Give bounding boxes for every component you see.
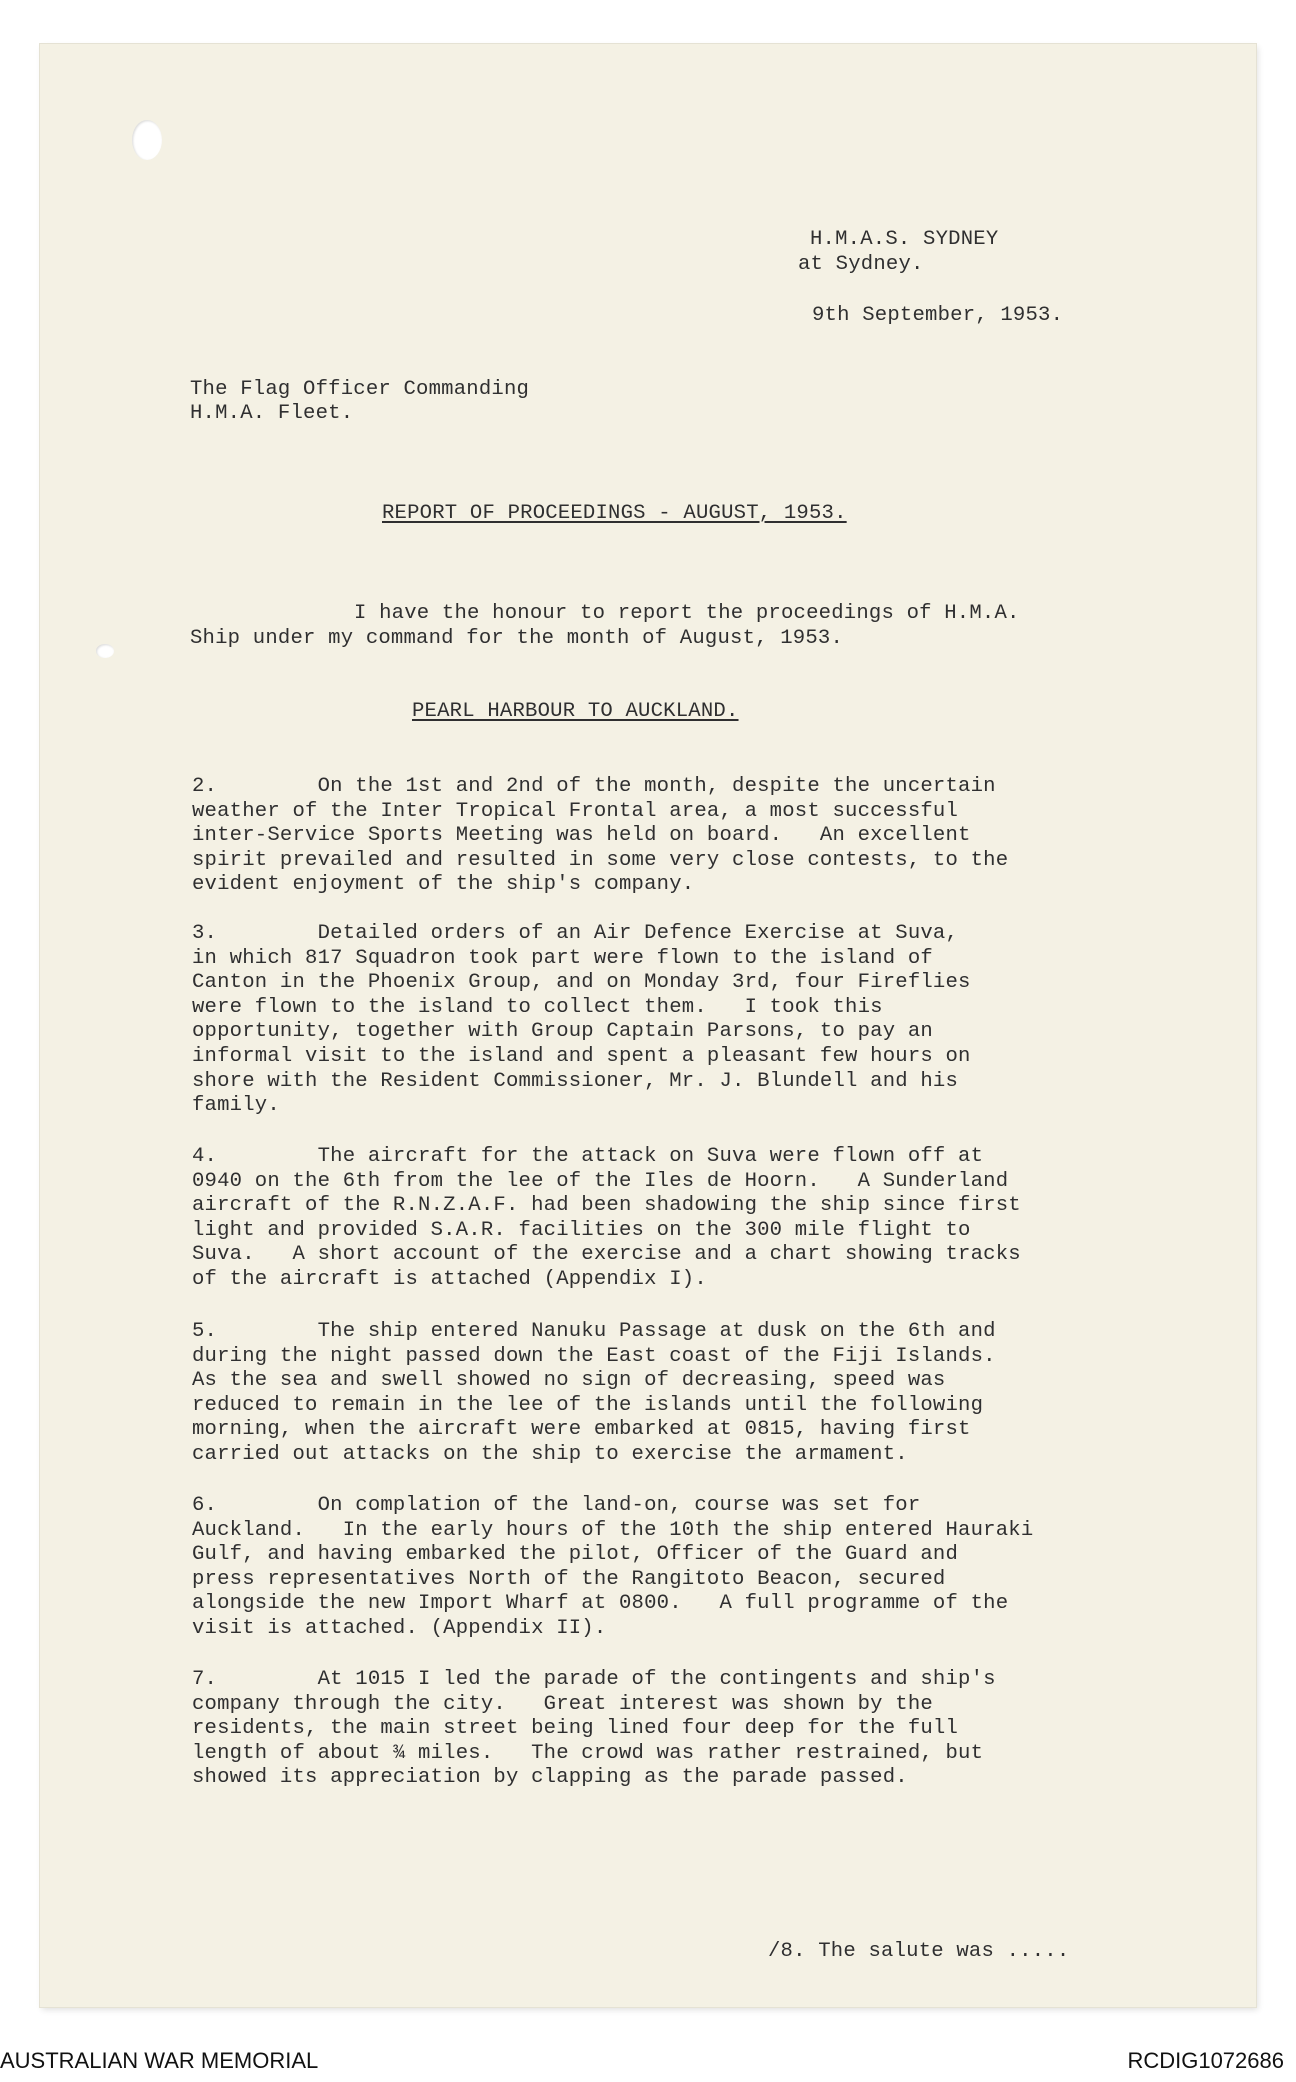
paragraph-6: 6. On complation of the land-on, course was set for Auckland. In the early hours of the 10th the ship entered Hauraki Gulf, and having embarked the pilot, Officer of the Guard and press representatives North of the Rangitoto Beacon, secured alongside the new Import Wharf at 0800. A full programme of the visit is attached. (Appendix II).: [192, 1494, 1034, 1640]
paragraph-7: 7. At 1015 I led the parade of the contingents and ship's company through the city. Great interest was shown by the residents, the main street being lined four deep for the full length of about ¾ miles. The crowd was rather restrained, but showed its appreciation by clapping as the parade passed.: [192, 1668, 996, 1790]
section-heading: PEARL HARBOUR TO AUCKLAND.: [412, 700, 739, 723]
ship-name: H.M.A.S. SYDNEY: [810, 228, 999, 251]
report-title: REPORT OF PROCEEDINGS - AUGUST, 1953.: [382, 502, 847, 525]
paragraph-5: 5. The ship entered Nanuku Passage at dusk on the 6th and during the night passed down the East coast of the Fiji Islands. As the sea and swell showed no sign of decreasing, speed was reduced to remain in the lee of the islands until the following morning, when the aircraft were embarked at 0815, having first carried out attacks on the ship to exercise the armament.: [192, 1320, 996, 1466]
paragraph-3: 3. Detailed orders of an Air Defence Exercise at Suva, in which 817 Squadron took part were flown to the island of Canton in the Phoenix Group, and on Monday 3rd, four Fireflies were flown to the island to collect them. I took this opportunity, together with Group Captain Parsons, to pay an informal visit to the island and spent a pleasant few hours on shore with the Resident Commissioner, Mr. J. Blundell and his family.: [192, 922, 971, 1118]
punch-hole-top: [132, 120, 162, 160]
punch-hole-middle: [96, 644, 114, 658]
paragraph-4: 4. The aircraft for the attack on Suva were flown off at 0940 on the 6th from the lee of the Iles de Hoorn. A Sunderland aircraft of the R.N.Z.A.F. had been shadowing the ship since first light and provided S.A.R. facilities on the 300 mile flight to Suva. A short account of the exercise and a chart showing tracks of the aircraft is attached (Appendix I).: [192, 1145, 1021, 1291]
intro-line-1: I have the honour to report the proceedings of H.M.A.: [354, 602, 1020, 625]
letter-date: 9th September, 1953.: [812, 304, 1064, 327]
footer-source: AUSTRALIAN WAR MEMORIAL: [0, 2048, 319, 2073]
paragraph-2: 2. On the 1st and 2nd of the month, despite the uncertain weather of the Inter Tropical Frontal area, a most successful inter-Service Sports Meeting was held on board. An excellent spirit prevailed and resulted in some very close contests, to the evident enjoyment of the ship's company.: [192, 775, 1009, 897]
continuation-note: /8. The salute was .....: [768, 1940, 1070, 1963]
recipient-line-1: The Flag Officer Commanding: [190, 378, 530, 401]
intro-line-2: Ship under my command for the month of August, 1953.: [190, 627, 844, 650]
ship-location: at Sydney.: [798, 253, 924, 276]
footer-id: RCDIG1072686: [1127, 2048, 1284, 2073]
recipient-line-2: H.M.A. Fleet.: [190, 402, 354, 425]
